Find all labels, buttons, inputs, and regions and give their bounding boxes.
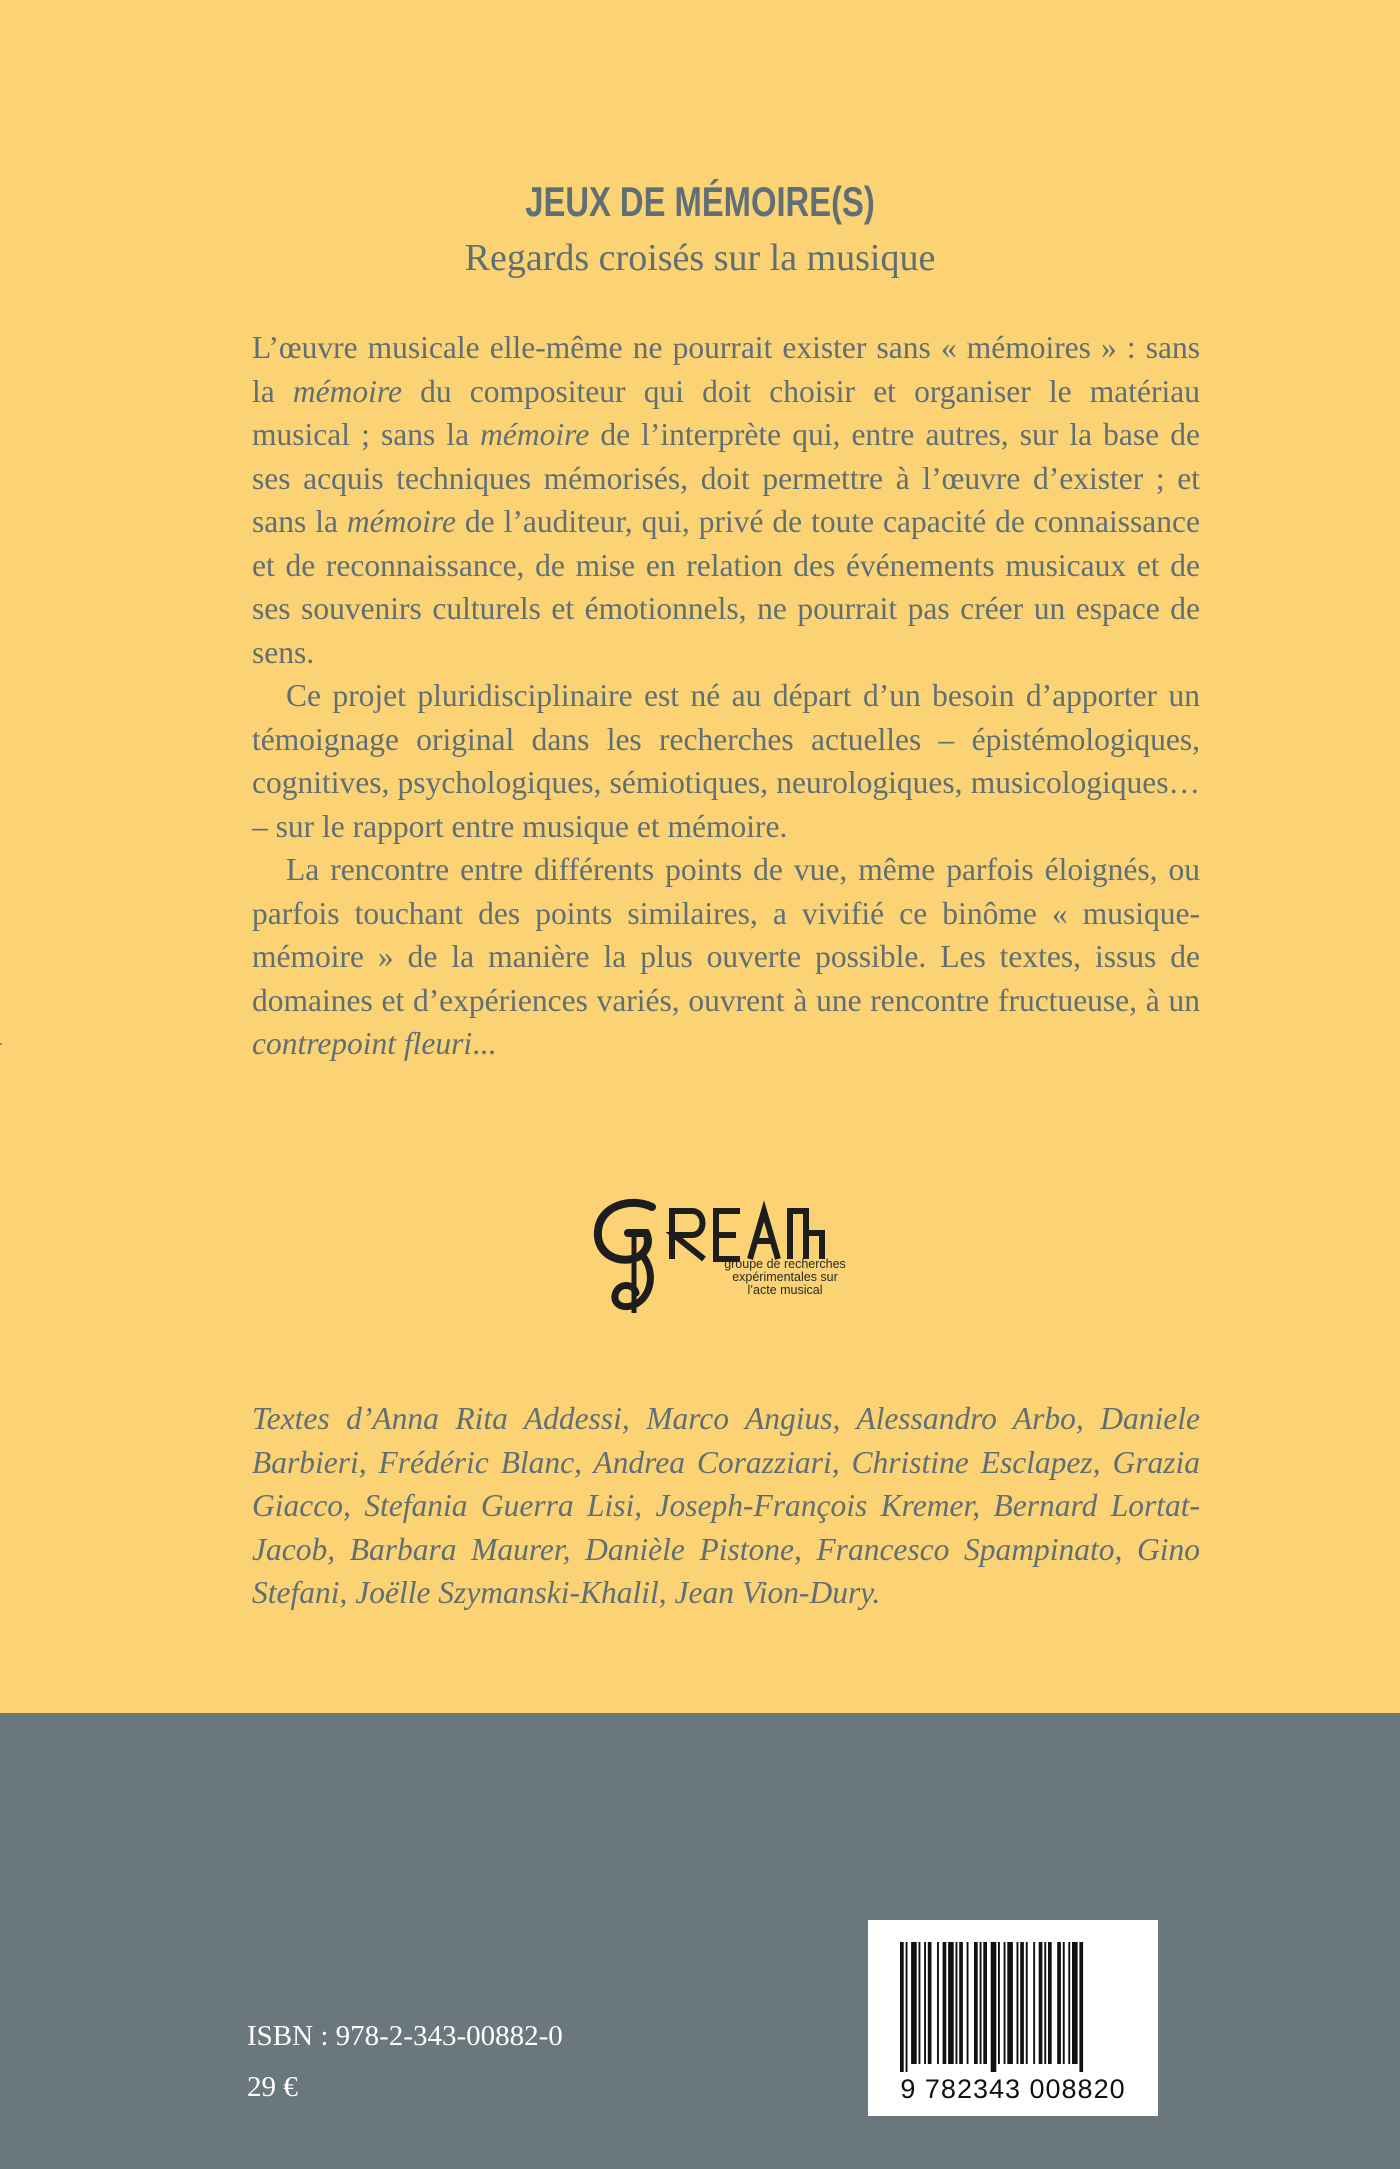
barcode-bars: [900, 1942, 1126, 2072]
barcode-bar: [928, 1942, 932, 2064]
barcode-bar: [1007, 1942, 1013, 2064]
gream-logo-tagline: [705, 1258, 865, 1297]
barcode-bar: [959, 1942, 963, 2064]
grey-panel: [0, 1713, 1400, 2169]
blurb-paragraph-2: [252, 674, 1200, 848]
barcode-bar: [1004, 1942, 1006, 2064]
barcode-bar: [906, 1942, 908, 2072]
text-run: de l’interprète qui, entre autres, sur la base de ses acquis techniques mémorisés, doit permettre à l’œuvre d’exister ; et sans la: [252, 417, 1200, 539]
tagline-line-2: expérimentales sur: [732, 1270, 838, 1284]
barcode-bar: [1048, 1942, 1052, 2064]
text-run: Ce projet pluridisciplinaire est né au départ d’un besoin d’apporter un témoignage original dans les recherches actuelles – épistémologiques, cognitives, psychologiques, sémiotiques, neurologiques, musicologiques… – sur le rapport entre musique et mémoire.: [252, 678, 1200, 844]
tagline-line-3: l’acte musical: [747, 1283, 823, 1297]
barcode-bar: [937, 1942, 939, 2064]
barcode-bar: [900, 1942, 904, 2072]
contributors-list: Textes d’Anna Rita Addessi, Marco Angius, Alessandro Arbo, Daniele Barbieri, Frédéric Blanc, Andrea Corazziari, Christine Esclapez, Grazia Giacco, Stefania Guerra Lisi, Joseph-François Kremer, Bernard Lortat-Jacob, Barbara Maurer, Danièle Pistone, Francesco Spampinato, Gino Stefani, Joëlle Szymanski-Khalil, Jean Vion-Dury.: [252, 1401, 1200, 1610]
tagline-line-1: groupe de recherches: [724, 1257, 846, 1271]
text-run: L’œuvre musicale elle-même ne pourrait exister sans « mémoires » : sans la: [252, 330, 1200, 409]
text-run: ...: [472, 1026, 496, 1061]
blurb-paragraph-1: [252, 326, 1200, 674]
emphasis-text: mémoire: [480, 417, 590, 452]
barcode-bar: [1068, 1942, 1070, 2064]
price-text: 29 €: [247, 2071, 298, 2103]
barcode-bar: [974, 1942, 978, 2064]
text-run: La rencontre entre différents points de vue, même parfois éloignés, ou parfois touchant des points similaires, a vivifié ce binôme « musique-mémoire » de la manière la plus ouverte possible. Les textes, issus de domaines et d’expériences variés, ouvrent à une rencontre fructueuse, à un: [252, 852, 1200, 1018]
barcode-bar: [1063, 1942, 1065, 2064]
emphasis-text: mémoire: [292, 373, 402, 409]
barcode-bar: [911, 1942, 917, 2064]
gream-logo: [592, 1193, 854, 1317]
edge-mark: [0, 1043, 2, 1045]
book-subtitle: Regards croisés sur la musique: [464, 237, 936, 279]
barcode-bar: [991, 1942, 997, 2072]
barcode-bar: [1057, 1942, 1061, 2064]
barcode-bar: [1033, 1942, 1035, 2064]
barcode-bar: [948, 1942, 954, 2064]
text-run: de l’auditeur, qui, privé de toute capacité de connaissance et de reconnaissance, de mise en relation des événements musicaux et de ses souvenirs culturels et émotionnels, ne pourrait pas créer un espace de sens.: [252, 504, 1200, 670]
blurb-text: [252, 326, 1200, 1066]
barcode: [868, 1920, 1158, 2116]
barcode-bar: [980, 1942, 982, 2064]
barcode-bar: [1017, 1942, 1019, 2064]
barcode-bar: [924, 1942, 926, 2064]
emphasis-text: mémoire: [346, 504, 456, 539]
barcode-bar: [919, 1942, 921, 2064]
barcode-bar: [1026, 1942, 1028, 2064]
book-title: JEUX DE MÉMOIRE(S): [525, 178, 875, 225]
barcode-bar: [1020, 1942, 1024, 2064]
barcode-bar: [1039, 1942, 1043, 2064]
blurb-paragraph-3: [252, 848, 1200, 1066]
barcode-number: 9 782343 008820: [900, 2074, 1126, 2104]
barcode-bar: [943, 1942, 947, 2064]
barcode-bar: [956, 1942, 958, 2064]
barcode-bar: [983, 1942, 987, 2064]
emphasis-text: contrepoint fleuri: [252, 1026, 473, 1061]
barcode-bar: [1072, 1942, 1078, 2064]
barcode-bar: [967, 1942, 969, 2064]
isbn-text: ISBN : 978-2-343-00882-0: [247, 2020, 563, 2052]
barcode-bar: [998, 1942, 1000, 2064]
barcode-bar: [1044, 1942, 1046, 2064]
barcode-bar: [1079, 1942, 1083, 2072]
text-run: du compositeur qui doit choisir et organiser le matériau musical ; sans la: [252, 373, 1200, 452]
